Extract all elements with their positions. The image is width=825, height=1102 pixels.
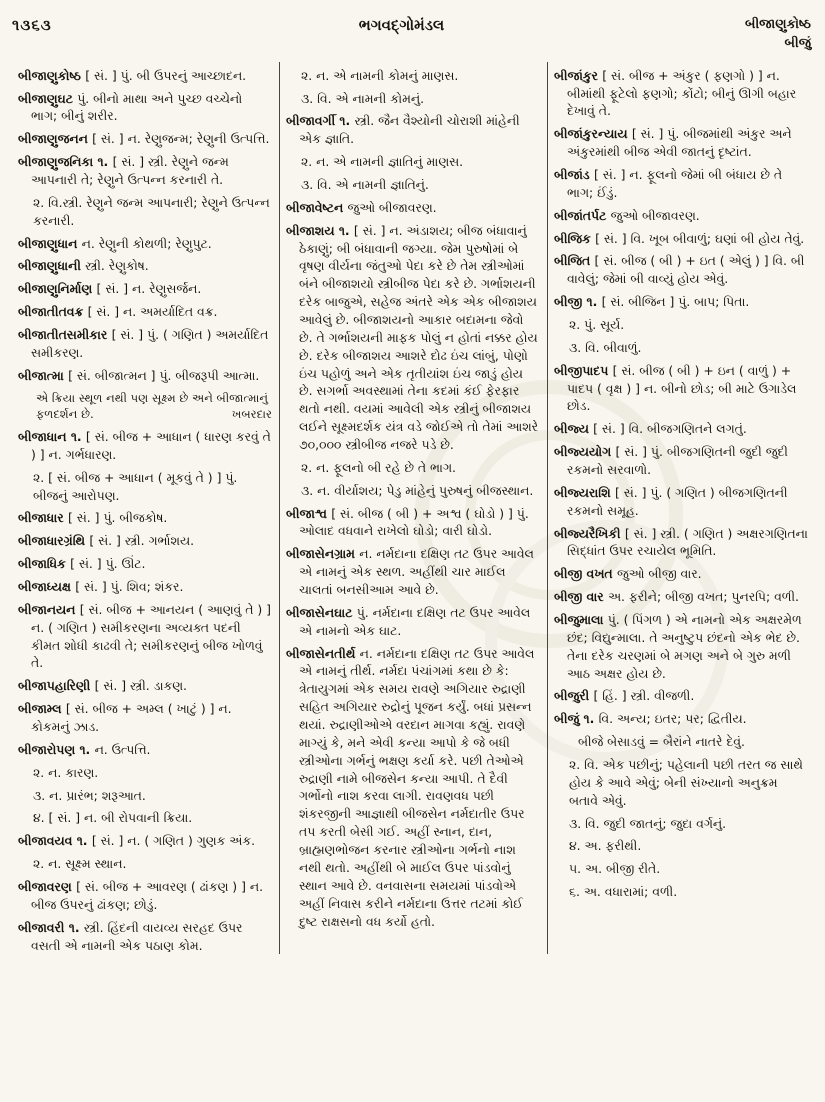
sense-item: ૨. વિ. એક પછીનું; પહેલાની પછી તરત જ સાથે હોય કે આવે એવું; બેની સંખ્યાનો અનુક્રમ બતાવે એવું. <box>569 757 803 808</box>
headword: બીજાણુજનિકા ૧. <box>18 154 113 170</box>
headword: બીજાણુજનન <box>18 131 93 147</box>
sense-item: ૨. ન. એ નામની કોમનું માણસ. <box>301 67 459 83</box>
dictionary-entry: બીજાંતર્પટ જુઓ બીજાવરણ. <box>554 207 700 223</box>
idiom-line: બીજે બેસાડવું = બૈરાંને નાતરે દેવું. <box>578 734 745 750</box>
headword: બીજાસેનગ્રામ <box>286 546 360 562</box>
headword: બીજ્યરાશિ <box>554 484 615 500</box>
dictionary-entry: બીજાધારગ્રંથિ [ સં. ] સ્ત્રી. ગર્ભાશય. <box>18 533 195 549</box>
column-layout <box>12 62 815 955</box>
headword: બીજાતીતસમીકાર <box>18 327 112 342</box>
dictionary-entry: બીજાસેનઘાટ પું. નર્મદાના દક્ષિણ તટ ઉપર આવેલ એ નામનો એક ઘાટ. <box>286 604 531 638</box>
headword: બીજાણુઘટ <box>18 90 78 106</box>
headword: બીજાંડ <box>554 166 594 182</box>
headword: બીજાંકુર <box>554 67 603 83</box>
dictionary-entry: બીજામ્લ [ સં. બીજ + અમ્લ ( ખાટું ) ] ન. કોકમનું ઝાડ. <box>18 701 232 734</box>
headword: બીજાશય ૧. <box>286 222 354 238</box>
dictionary-entry: બીજાધાન ૧. [ સં. બીજ + આધાન ( ધારણ કરવું તે ) ] ન. ગર્ભધારણ. <box>18 428 271 462</box>
page-header <box>12 16 815 54</box>
headword: બીજાવેષ્ટન <box>286 199 348 215</box>
guide-words <box>651 16 815 54</box>
headword: બીજાંતર્પટ <box>554 207 611 223</box>
headword: બીજાધાન ૧. <box>18 428 86 444</box>
headword: બીજાણુધાન <box>18 235 82 251</box>
dictionary-entry: બીજ્યરાશિ [ સં. ] પું. ( ગણિત ) બીજગણિતની રકમનો સમૂહ. <box>554 484 788 518</box>
dictionary-entry: બીજિક [ સં. ] વિ. ખૂબ બીવાળું; ઘણાં બી હોય તેવું. <box>554 230 805 246</box>
headword: બીજાસેનતીર્થ <box>286 645 360 661</box>
column-3 <box>547 62 815 955</box>
guide-word-first: બીજાણુકોષ્ઠ <box>745 17 811 32</box>
headword: બીજાસેનઘાટ <box>286 604 357 620</box>
sense-item: ૪. અ. ફરીથી. <box>569 838 642 854</box>
page-number: ૧૩૬૩ <box>12 16 52 34</box>
sense-item: ૫. અ. બીજી રીતે. <box>569 861 661 877</box>
dictionary-entry: બીજાણુધાન ન. રેણુની કોથળી; રેણુપુટ. <box>18 235 212 251</box>
sense-item: ૩. ન. વીર્યાશય; પેડુ માંહેનું પુરુષનું બીજસ્થાન. <box>301 482 534 498</box>
headword: બીજાધિક <box>18 556 71 572</box>
dictionary-entry: બીજી વાર અ. ફરીને; બીજી વખત; પુનરપિ; વળી. <box>554 589 799 605</box>
dictionary-entry: બીજાસેનતીર્થ ન. નર્મદાના દક્ષિણ તટ ઉપર આવેલ એ નામનું તીર્થ. નર્મદા પંચાંગમાં કથા છે કે: ત્રેતાયુગમાં એક સમય રાવણે અગિયાર રુદ્રાણી સહિત અગિયાર રુદ્રોનું પૂજન કર્યું. બધાં પ્રસન્ન થયાં. રુદ્રાણીઓએ વરદાન માગવા કહ્યું. રાવણે માગ્યું કે, મને એવી કન્યા આપો કે જે બધી સ્ત્રીઓના ગર્ભનું ભક્ષણ કર્યા કરે. પછી તેઓએ રુદ્રાણી નામે બીજસેન કન્યા આપી. તે દૈવી ગર્ભોનો નાશ કરવા લાગી. રાવણવધ પછી શંકરજીની આજ્ઞાથી બીજસેન નર્મદાતીર ઉપર તપ કરતી બેસી ગઈ. અહીં સ્નાન, દાન, બ્રાહ્મણભોજન કરનાર સ્ત્રીઓના ગર્ભનો નાશ નથી થતો. અહીંથી બે માઈલ ઉપર પાંડવોનું સ્થાન આવે છે. વનવાસના સમયમાં પાંડવોએ અહીં નિવાસ કરીને નર્મદાના ઉત્તર તટમાં કોઈ દુષ્ટ રાક્ષસનો વધ કર્યો હતો. <box>286 645 535 929</box>
dictionary-title: ભગવદ્ગોમંડલ <box>358 16 445 34</box>
dictionary-entry: બીજાણુજનન [ સં. ] ન. રેણુજન્મ; રેણુની ઉત્પત્તિ. <box>18 131 270 147</box>
sense-item: ૨. પું. સૂર્ય. <box>569 317 625 332</box>
headword: બીજાવયવ ૧. <box>18 833 92 849</box>
headword: બીજિત <box>554 253 595 269</box>
headword: બીજુમાલા <box>554 612 608 628</box>
dictionary-entry: બીજાતીતવક્ર [ સં. ] ન. અમર્યાદિત વક્ર. <box>18 304 218 320</box>
headword: બીજિક <box>554 230 596 246</box>
sense-item: ૩. વિ. બીવાળું. <box>569 339 642 355</box>
headword: બીજાનયન <box>18 601 80 617</box>
headword: બીજાણુનિર્માણ <box>18 281 97 297</box>
dictionary-entry: બીજાણુધાની સ્ત્રી. રેણુકોષ. <box>18 258 149 274</box>
dictionary-entry: બીજ્યયોગ [ સં. ] પું. બીજગણિતની જુદી જુદી રકમનો સરવાળો. <box>554 444 788 478</box>
headword: બીજીપાદપ <box>554 362 613 378</box>
sense-item: ૨. ન. એ નામની જ્ઞાતિનું માણસ. <box>301 154 464 170</box>
headword: બીજારોપણ ૧. <box>18 741 95 757</box>
column-2 <box>279 62 547 955</box>
sense-item: ૨. ન. સૂક્ષ્મ સ્થાન. <box>33 856 127 872</box>
dictionary-entry: બીજાંકુરન્યાય [ સં. ] પું. બીજમાંથી અંકુર અને અંકુરમાંથી બીજ એવી જાતનું દૃષ્ટાંત. <box>554 126 792 160</box>
sense-item: ૨. [ સં. બીજ + આધાન ( મૂકવું તે ) ] પું. બીજનું આરોપણ. <box>33 469 238 503</box>
dictionary-entry: બીજાણુજનિકા ૧. [ સં. ] સ્ત્રી. રેણુને જન્મ આપનારી તે; રેણુને ઉત્પન્ન કરનારી તે. <box>18 154 229 187</box>
sense-item: ૨. વિ.સ્ત્રી. રેણુને જન્મ આપનારી; રેણુને ઉત્પન્ન કરનારી. <box>33 194 270 228</box>
sense-item: ૩. ન. પ્રારંભ; શરૂઆત. <box>33 787 146 803</box>
headword: બીજુરી <box>554 688 594 704</box>
sense-item: ૩. વિ. જુદી જાતનું; જુદા વર્ગનું. <box>569 815 727 831</box>
dictionary-entry: બીજીપાદપ [ સં. બીજ ( બી ) + ઇન ( વાળું ) + પાદપ ( વૃક્ષ ) ] ન. બીનો છોડ; બી માટે ઉગાડેલ છોડ. <box>554 362 797 414</box>
headword: બીજ્યરૈખિકી <box>554 525 625 541</box>
dictionary-entry: બીજાનયન [ સં. બીજ + આનયન ( આણવું તે ) ] ન. ( ગણિત ) સમીકરણના અવ્યક્ત પદની કીમત શોધી કાઢવી તે; સમીકરણનું બીજ ખોળવું તે. <box>18 601 271 671</box>
dictionary-entry: બીજાસેનગ્રામ ન. નર્મદાના દક્ષિણ તટ ઉપર આવેલ એ નામનું એક સ્થળ. અહીંથી ચાર માઈલ ચાલતાં બનસીઆમ આવે છે. <box>286 546 534 598</box>
headword: બીજાંકુરન્યાય <box>554 126 632 142</box>
dictionary-entry: બીજી વખત જુઓ બીજી વાર. <box>554 566 702 582</box>
dictionary-entry: બીજાધાર [ સં. ] પું. બીજકોષ. <box>18 510 168 526</box>
column-1 <box>12 62 279 955</box>
dictionary-entry: બીજારોપણ ૧. ન. ઉત્પત્તિ. <box>18 741 151 757</box>
headword: બીજી ૧. <box>554 294 602 310</box>
headword: બીજ્યયોગ <box>554 444 616 460</box>
sense-item: ૨. ન. કારણ. <box>33 764 99 780</box>
headword: બીજાશ્વ <box>286 505 332 521</box>
headword: બીજું ૧. <box>554 711 599 727</box>
sense-item: ૨. ન. ફૂલનો બી રહે છે તે ભાગ. <box>301 459 456 475</box>
headword: બીજાણુધાની <box>18 258 86 274</box>
headword: બીજાતીતવક્ર <box>18 304 88 320</box>
dictionary-entry: બીજાંકુર [ સં. બીજ + અંકુર ( ફણગો ) ] ન. બીમાંથી ફૂટેલો ફણગો; કોંટો; બીનું ઊગી બહાર દેખાવું તે. <box>554 67 797 119</box>
dictionary-entry: બીજુરી [ હિં. ] સ્ત્રી. વીજળી. <box>554 688 695 704</box>
headword: બીજાધાર <box>18 510 68 526</box>
sense-item: ૪. [ સં. ] ન. બી રોપવાની ક્રિયા. <box>33 810 193 826</box>
dictionary-entry: બીજાવેષ્ટન જુઓ બીજાવરણ. <box>286 199 437 215</box>
dictionary-entry: બીજું ૧. વિ. અન્ય; ઇતર; પર; દ્વિતીય. <box>554 711 747 727</box>
headword: બીજાવર્ગી ૧. <box>286 113 355 129</box>
dictionary-entry: બીજાતીતસમીકાર [ સં. ] પું. ( ગણિત ) અમર્યાદિત સમીકરણ. <box>18 327 269 360</box>
dictionary-entry: બીજાવયવ ૧. [ સં. ] ન. ( ગણિત ) ગુણક અંક. <box>18 833 256 849</box>
dictionary-entry: બીજ્યરૈખિકી [ સં. ] સ્ત્રી. ( ગણિત ) અક્ષરગણિતના સિદ્ધાંત ઉપર રચાયેલ ભૂમિતિ. <box>554 525 808 559</box>
headword: બીજાવરી ૧. <box>18 919 84 935</box>
dictionary-entry: બીજાપહારિણી [ સં. ] સ્ત્રી. ડાકણ. <box>18 678 187 694</box>
quote-attribution: ખબરદાર <box>231 407 272 422</box>
dictionary-entry: બીજાણુનિર્માણ [ સં. ] ન. રેણુસર્જન. <box>18 281 202 297</box>
headword: બીજામ્લ <box>18 701 66 717</box>
dictionary-entry: બીજાવર્ગી ૧. સ્ત્રી. જૈન વૈશ્યોની ચોરાશી માંહેની એક જ્ઞાતિ. <box>286 113 520 147</box>
dictionary-entry: બીજાત્મા [ સં. બીજાત્મન ] પું. બીજરૂપી આત્મા. <box>18 367 260 383</box>
headword: બીજી વાર <box>554 589 608 605</box>
dictionary-entry: બીજાશ્વ [ સં. બીજ ( બી ) + અશ્વ ( ઘોડો ) ] પું. ઓલાદ વધવાને રાખેલો ઘોડો; વારી ઘોડો. <box>286 505 529 539</box>
sense-item: ૩. વિ. એ નામની જ્ઞાતિનું. <box>301 176 429 192</box>
dictionary-entry: બીજાણુઘટ પું. બીનો માથા અને પુચ્છ વચ્ચેનો ભાગ; બીનું શરીર. <box>18 90 243 124</box>
dictionary-entry: બીજાધિક [ સં. ] પું. ઊંટ. <box>18 556 146 572</box>
headword: બીજાપહારિણી <box>18 678 95 694</box>
dictionary-entry: બીજાશય ૧. [ સં. ] ન. અંડાશય; બીજ બંધાવાનું ઠેકાણું; બી બંધાવાની જગ્યા. જેમ પુરુષોમાં બે વૃષણ વીર્યના જંતુઓ પેદા કરે છે તેમ સ્ત્રીઓમાં બંને બીજાશયો સ્ત્રીબીજ પેદા કરે છે. ગર્ભાશયની દરેક બાજુએ, સહેજ અંતરે એક એક બીજાશય આવેલું છે. બીજાશયનો આકાર બદામના જેવો છે. તે ગર્ભાશયની માફક પોલું ન હોતાં નક્કર હોય છે. દરેક બીજાશય આશરે દોઢ ઇંચ લાંબું, પોણો ઇંચ પહોળું અને એક તૃતીયાંશ ઇંચ જાડું હોય છે. સગર્ભા અવસ્થામાં તેના કદમાં કંઈ ફેરફાર થતો નથી. વયમાં આવેલી એક સ્ત્રીનું બીજાશય લઈને સૂક્ષ્મદર્શક યંત્ર વડે જોઈએ તો તેમાં આશરે ૭૦,૦૦૦ સ્ત્રીબીજ નજરે પડે છે. <box>286 222 539 453</box>
headword: બીજાણુકોષ્ઠ <box>18 67 86 83</box>
dictionary-entry: બીજુમાલા પું. ( પિંગળ ) એ નામનો એક અક્ષરમેળ છંદ; વિદ્યુન્માલા. તે અનુષ્ટુપ છંદનો એક ભેદ છે. તેના દરેક ચરણમાં બે મગણ અને બે ગુરુ મળી આઠ અક્ષર હોય છે. <box>554 612 802 681</box>
headword: બીજાત્મા <box>18 367 69 383</box>
dictionary-entry: બીજાવરણ [ સં. બીજ + આવરણ ( ઢાંકણ ) ] ન. બીજ ઉપરનું ઢાંકણ; છોડું. <box>18 879 264 912</box>
dictionary-entry: બીજાણુકોષ્ઠ [ સં. ] પું. બી ઉપરનું આચ્છાદન. <box>18 67 247 83</box>
usage-quote: એ ક્રિયા સ્થૂળ નથી પણ સૂક્ષ્મ છે અને બીજાત્માનું ફળદર્શન છે. ખબરદાર <box>36 390 272 422</box>
headword: બીજ્ય <box>554 421 594 437</box>
headword: બીજાધારગ્રંથિ <box>18 533 90 549</box>
dictionary-entry: બીજી ૧. [ સં. બીજિન ] પું. બાપ; પિતા. <box>554 294 750 310</box>
sense-item: ૩. વિ. એ નામની કોમનું. <box>301 90 425 106</box>
guide-word-last: બીજું <box>784 35 811 51</box>
dictionary-entry: બીજાંડ [ સં. ] ન. ફૂલનો જેમાં બી બંધાય છે તે ભાગ; ઈંડું. <box>554 166 783 200</box>
sense-item: ૬. અ. વધારામાં; વળી. <box>569 884 678 900</box>
dictionary-entry: બીજાવરી ૧. સ્ત્રી. હિંદની વાયવ્ય સરહદ ઉપર વસતી એ નામની એક પઠાણ કોમ. <box>18 919 243 953</box>
headword: બીજાવરણ <box>18 879 77 894</box>
dictionary-entry: બીજિત [ સં. બીજ ( બી ) + ઇત ( એલું ) ] વિ. બી વાવેલું; જેમાં બી વાવ્યું હોય એવું. <box>554 253 805 287</box>
dictionary-entry: બીજ્ય [ સં. ] વિ. બીજગણિતને લગતું. <box>554 421 747 437</box>
dictionary-entry: બીજાધ્યક્ષ [ સં. ] પું. શિવ; શંકર. <box>18 578 184 594</box>
headword: બીજાધ્યક્ષ <box>18 578 76 594</box>
headword: બીજી વખત <box>554 566 617 582</box>
